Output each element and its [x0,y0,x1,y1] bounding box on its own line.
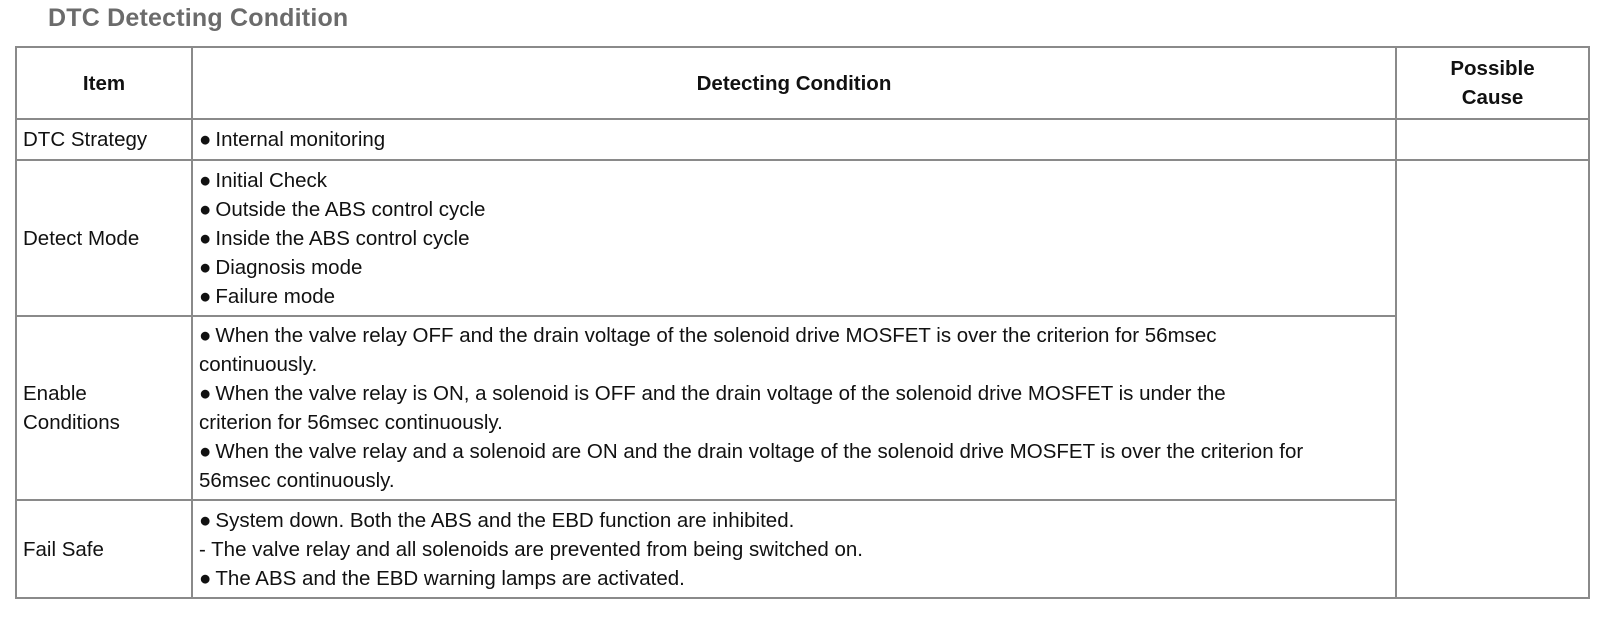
table-row [16,160,1589,316]
condition-text: continuously. [199,353,318,376]
condition-text: Initial Check [215,168,328,192]
header-cause-line-2: Cause [1461,86,1524,109]
condition-line [199,125,1389,154]
condition-text: When the valve relay and a solenoid are ON and the drain voltage of the solenoid drive MOSFET is over the criterion for [215,440,1304,463]
item-line-1: Enable [23,382,87,405]
condition-line [199,408,1389,437]
condition-text: Outside the ABS control cycle [215,197,486,221]
item-cell-detect-mode: Detect Mode [16,160,192,316]
condition-text: When the valve relay OFF and the drain voltage of the solenoid drive MOSFET is over the criterion for 56msec [215,324,1217,347]
item-cell-fail-safe: Fail Safe [16,500,192,598]
condition-cell-fail-safe [192,500,1396,598]
condition-text: When the valve relay is ON, a solenoid is OFF and the drain voltage of the solenoid drive MOSFET is under the [215,382,1226,405]
condition-text: The ABS and the EBD warning lamps are activated. [215,566,685,590]
possible-cause-cell [1396,119,1589,160]
page-title: DTC Detecting Condition [48,4,349,32]
header-possible-cause [1396,47,1589,119]
condition-line [199,466,1389,495]
bullet-icon: ● [199,284,212,308]
table-row [16,119,1589,160]
bullet-icon: ● [199,197,212,221]
possible-cause-cell [1396,160,1589,598]
table-row [16,500,1589,598]
item-cell-dtc-strategy: DTC Strategy [16,119,192,160]
condition-cell-detect-mode [192,160,1396,316]
header-cause-line-1: Possible [1450,57,1535,80]
condition-line [199,166,1389,195]
condition-text: Inside the ABS control cycle [215,226,470,250]
condition-line [199,437,1389,466]
table-row [16,316,1589,500]
condition-line [199,321,1389,350]
bullet-icon: ● [199,382,212,405]
condition-text: criterion for 56msec continuously. [199,411,503,434]
header-detecting-condition: Detecting Condition [192,47,1396,119]
header-item: Item [16,47,192,119]
item-cell-enable-conditions [16,316,192,500]
condition-line [199,506,1389,535]
condition-line [199,379,1389,408]
bullet-icon: ● [199,168,212,192]
condition-text: Diagnosis mode [215,255,363,279]
condition-text: Internal monitoring [215,128,386,151]
dtc-detecting-condition-table [15,46,1590,599]
bullet-icon: ● [199,255,212,279]
condition-text: Failure mode [215,284,336,308]
condition-line [199,195,1389,224]
condition-line [199,282,1389,311]
condition-line [199,535,1389,564]
condition-text: System down. Both the ABS and the EBD function are inhibited. [215,508,795,532]
condition-line [199,564,1389,593]
table-header-row [16,47,1589,119]
bullet-icon: ● [199,440,212,463]
condition-text: 56msec continuously. [199,469,395,492]
condition-text: - The valve relay and all solenoids are prevented from being switched on. [199,537,863,561]
bullet-icon: ● [199,324,212,347]
condition-line [199,253,1389,282]
condition-line [199,350,1389,379]
condition-line [199,224,1389,253]
bullet-icon: ● [199,508,212,532]
bullet-icon: ● [199,566,212,590]
bullet-icon: ● [199,226,212,250]
condition-cell-dtc-strategy [192,119,1396,160]
bullet-icon: ● [199,128,212,151]
condition-cell-enable-conditions [192,316,1396,500]
item-line-2: Conditions [23,411,120,434]
